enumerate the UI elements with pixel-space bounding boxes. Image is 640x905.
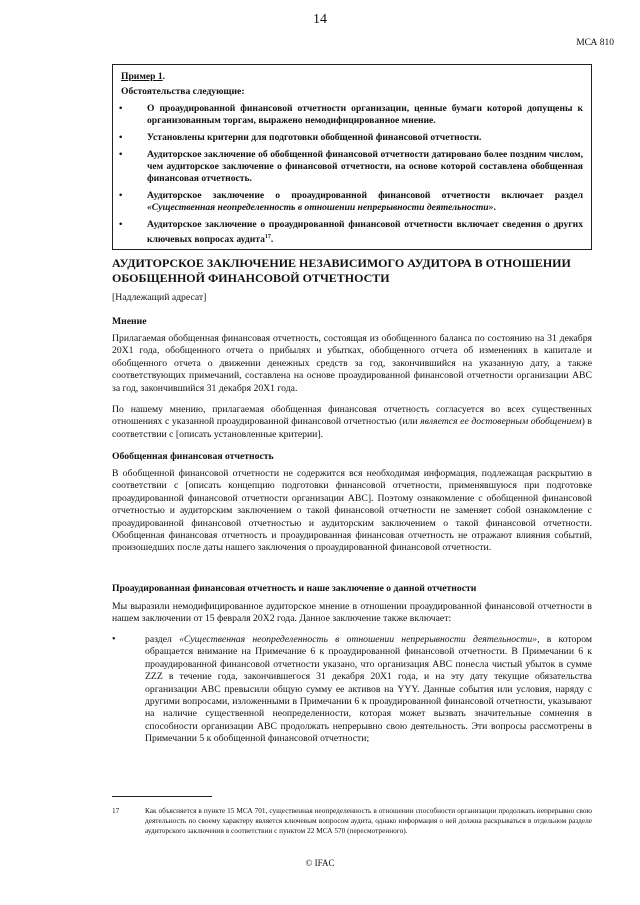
copyright: © IFAC xyxy=(305,858,335,868)
opinion-heading: Мнение xyxy=(112,316,147,327)
audited-heading: Проаудированная финансовая отчетность и наше заключение о данной отчетности xyxy=(112,583,477,594)
footnote-text: Как объясняется в пункте 15 МСА 701, существенная неопределенность в отношении способности организации продолжать непрерывно свою деятельность по своему характеру является ключевым вопросом аудита, однако информация о ней должна раскрываться в отдельном разделе аудиторского заключения в соответствии с пунктом 22 МСА 570 (пересмотренного). xyxy=(145,806,592,835)
circumstance-item: • Аудиторское заключение о проаудированной финансовой отчетности включает раздел «Существенная неопределенность в отношении непрерывности деятельности». xyxy=(121,190,583,214)
addressee: [Надлежащий адресат] xyxy=(112,292,207,303)
audited-list-item: • раздел «Существенная неопределенность в отношении непрерывности деятельности», в котором обращается внимание на Примечание 6 к проаудированной финансовой отчетности. В Примечании 6 к проаудированной финансовой отчетности указано, что организация ABC понесла чистый убыток в сумме ZZZ в течение года, закончившегося 31 декабря 20X1 года, и на эту дату текущие обязательства организации ABC превысили общую сумму ее активов на YYY. Данные события или условия, наряду с другими вопросами, изложенными в Примечании 6 к проаудированной финансовой отчетности, указывают на наличие существенной неопределенности, которая может вызвать значительные сомнения в способности организации ABC продолжать непрерывно свою деятельность. Эти вопросы рассмотрены в Примечании 5 к обобщенной финансовой отчетности; xyxy=(112,634,592,745)
page-number: 14 xyxy=(313,12,327,27)
example-box xyxy=(112,64,592,250)
summary-heading: Обобщенная финансовая отчетность xyxy=(112,451,274,462)
circumstance-item: • О проаудированной финансовой отчетности организации, ценные бумаги которой допущены к организованным торгам, выражено немодифицированное мнение. xyxy=(121,103,583,127)
opinion-conclusion-paragraph: По нашему мнению, прилагаемая обобщенная финансовая отчетность согласуется во всех существенных отношениях с указанной проаудированной финансовой отчетностью (или является ее достоверным обобщением) в соответствии с [описать установленные критерии]. xyxy=(112,404,592,440)
footnote-ref: 17 xyxy=(264,234,271,240)
report-title: АУДИТОРСКОЕ ЗАКЛЮЧЕНИЕ НЕЗАВИСИМОГО АУДИТОРА В ОТНОШЕНИИ ОБОБЩЕННОЙ ФИНАНСОВОЙ ОТЧЕТНОСТИ xyxy=(112,256,571,285)
footnote-number: 17 xyxy=(112,806,120,815)
circumstances-label: Обстоятельства следующие: xyxy=(121,86,245,97)
footnote xyxy=(112,806,592,836)
audited-paragraph: Мы выразили немодифицированное аудиторское мнение в отношении проаудированной финансовой отчетности в нашем заключении от 15 февраля 20X2 года. Данное заключение также включает: xyxy=(112,601,592,625)
circumstance-item: • Аудиторское заключение об обобщенной финансовой отчетности датировано более поздним числом, чем аудиторское заключение о финансовой отчетности, на основе которой составлена обобщенная финансовая отчетность. xyxy=(121,149,583,185)
opinion-paragraph: Прилагаемая обобщенная финансовая отчетность, состоящая из обобщенного баланса по состоянию на 31 декабря 20X1 года, обобщенного отчета о прибылях и убытках, обобщенного отчета об изменениях в капитале и обобщенного отчета о движении денежных средств за год, закончившийся на указанную дату, а также соответствующих примечаний, составлена на основе проаудированной финансовой отчетности организации ABC за год, закончившийся 31 декабря 20X1 года. xyxy=(112,333,592,394)
summary-paragraph: В обобщенной финансовой отчетности не содержится вся необходимая информация, подлежащая раскрытию в соответствии с [описать концепцию подготовки финансовой отчетности, применявшуюся при подготовке проаудированной финансовой отчетности организации ABC]. Поэтому ознакомление с обобщенной финансовой отчетностью и аудиторским заключением о такой финансовой отчетности не заменяет собой ознакомление с проаудированной финансовой отчетностью и аудиторским заключением о такой финансовой отчетности. Обобщенная финансовая отчетность и проаудированная финансовая отчетность не отражают влияния событий, произошедших после даты нашего заключения о проаудированной финансовой отчетности. xyxy=(112,468,592,554)
bullet-icon: • xyxy=(112,634,116,645)
document-code: МСА 810 xyxy=(576,38,614,48)
circumstance-item: • Аудиторское заключение о проаудированной финансовой отчетности включает сведения о других ключевых вопросах аудита$^{17}$. xyxy=(121,219,583,246)
example-title: Пример 1. xyxy=(121,71,166,82)
circumstance-item: • Установлены критерии для подготовки обобщенной финансовой отчетности. xyxy=(121,132,583,144)
footnote-divider xyxy=(112,796,212,797)
